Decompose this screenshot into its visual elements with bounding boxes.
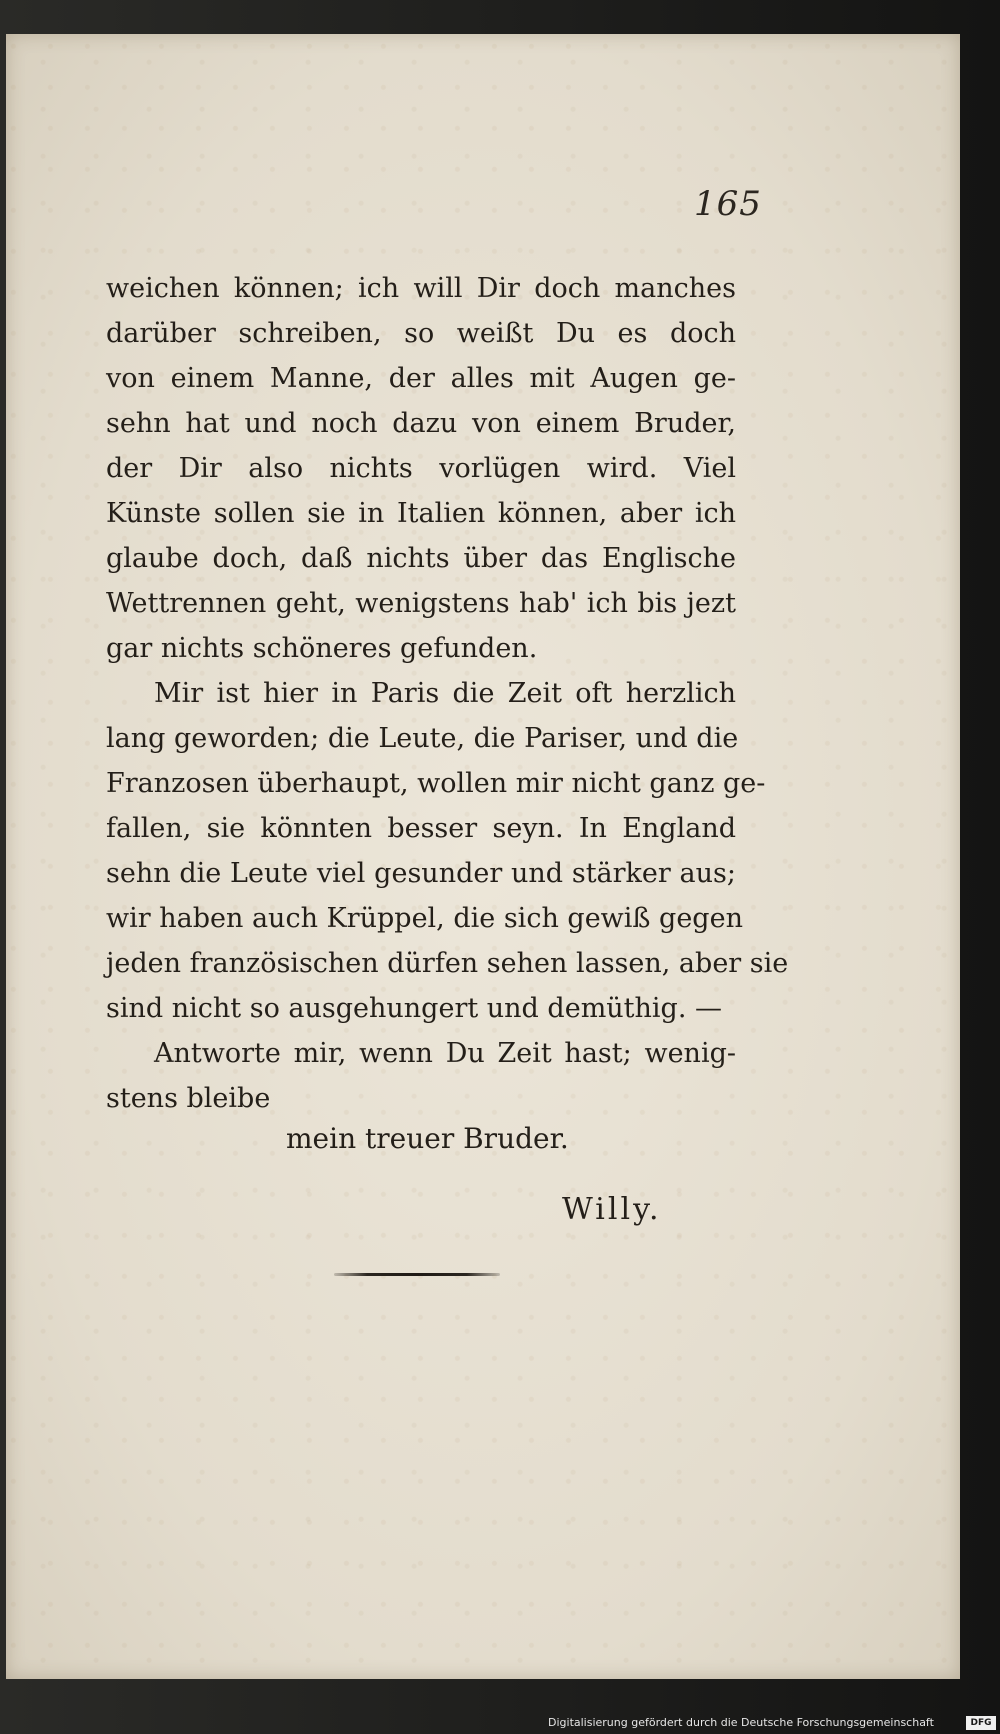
book-page bbox=[6, 34, 960, 1679]
text-line: wir haben auch Krüppel, die sich gewiß gegen bbox=[106, 903, 743, 934]
text-line: jeden französischen dürfen sehen lassen, aber sie bbox=[106, 948, 789, 979]
text-line: Wettrennen geht, wenigstens hab' ich bis jezt bbox=[106, 588, 736, 619]
text-line: Mir ist hier in Paris die Zeit oft herzlich bbox=[154, 678, 736, 709]
end-rule-ornament bbox=[334, 1273, 500, 1276]
text-line: fallen, sie könnten besser seyn. In England bbox=[106, 813, 736, 844]
text-line: lang geworden; die Leute, die Pariser, und die bbox=[106, 723, 739, 754]
text-line: Franzosen überhaupt, wollen mir nicht ganz ge- bbox=[106, 768, 766, 799]
text-line: Künste sollen sie in Italien können, aber ich bbox=[106, 498, 736, 529]
text-line: sehn die Leute viel gesunder und stärker aus; bbox=[106, 858, 736, 889]
letter-signature: Willy. bbox=[562, 1192, 662, 1227]
text-line: gar nichts schöneres gefunden. bbox=[106, 633, 538, 664]
text-line: sehn hat und noch dazu von einem Bruder, bbox=[106, 408, 736, 439]
text-line: stens bleibe bbox=[106, 1083, 271, 1114]
digitization-credit: Digitalisierung gefördert durch die Deutsche Forschungsgemeinschaft bbox=[548, 1716, 934, 1729]
page-number: 165 bbox=[694, 184, 762, 224]
text-line: weichen können; ich will Dir doch manches bbox=[106, 273, 736, 304]
body-text bbox=[106, 266, 789, 1121]
text-line: glaube doch, daß nichts über das Englische bbox=[106, 543, 736, 574]
text-line: von einem Manne, der alles mit Augen ge- bbox=[106, 363, 736, 394]
text-line: Antworte mir, wenn Du Zeit hast; wenig- bbox=[154, 1038, 736, 1069]
dfg-logo: DFG bbox=[966, 1716, 996, 1730]
text-line: der Dir also nichts vorlügen wird. Viel bbox=[106, 453, 736, 484]
text-line: sind nicht so ausgehungert und demüthig. — bbox=[106, 993, 723, 1024]
letter-closing: mein treuer Bruder. bbox=[286, 1122, 569, 1155]
text-line: darüber schreiben, so weißt Du es doch bbox=[106, 318, 736, 349]
